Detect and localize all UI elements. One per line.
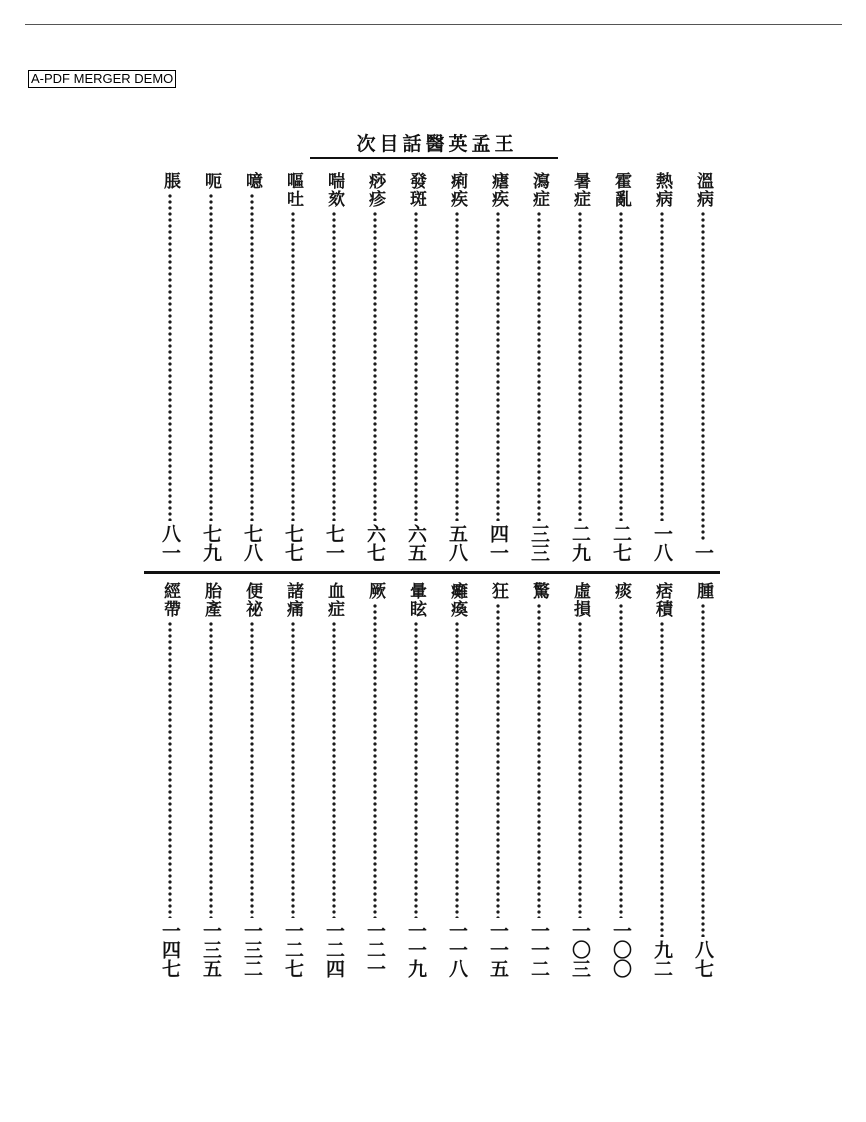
dot-leader (250, 193, 254, 521)
toc-entry[interactable] (194, 582, 228, 978)
title-char: 話 (402, 133, 422, 155)
dot-leader (578, 211, 582, 521)
entry-title: 痢疾 (447, 172, 467, 208)
entry-title: 瀉症 (529, 172, 549, 208)
entry-page-number: 七一 (323, 524, 345, 562)
dot-leader (660, 211, 664, 521)
entry-title: 暈眩 (406, 582, 426, 618)
entry-page-number: 一二四 (323, 921, 345, 978)
entry-title: 噫 (242, 172, 262, 190)
page-title (300, 128, 570, 160)
dot-leader (660, 621, 664, 937)
entry-title: 呃 (201, 172, 221, 190)
title-underline (310, 157, 558, 159)
entry-title: 驚 (529, 582, 549, 600)
toc-entry[interactable] (604, 172, 638, 562)
entry-title: 便祕 (242, 582, 262, 618)
toc-entry[interactable] (645, 582, 679, 978)
entry-page-number: 八一 (159, 524, 181, 562)
toc-entry[interactable] (317, 582, 351, 978)
toc-entry[interactable] (194, 172, 228, 562)
dot-leader (701, 603, 705, 937)
section-divider (144, 571, 720, 574)
dot-leader (455, 211, 459, 521)
dot-leader (619, 211, 623, 521)
dot-leader (414, 621, 418, 918)
toc-entry[interactable] (440, 172, 474, 562)
toc-entry[interactable] (563, 172, 597, 562)
toc-entry[interactable] (440, 582, 474, 978)
entry-page-number: 一三二 (241, 921, 263, 978)
entry-title: 霍亂 (611, 172, 631, 208)
entry-title: 血症 (324, 582, 344, 618)
entry-page-number: 八七 (692, 940, 714, 978)
entry-title: 諸痛 (283, 582, 303, 618)
entry-page-number: 一 (692, 543, 714, 562)
entry-title: 痧疹 (365, 172, 385, 208)
dot-leader (168, 621, 172, 918)
dot-leader (537, 603, 541, 918)
entry-page-number: 一二七 (282, 921, 304, 978)
dot-leader (578, 621, 582, 918)
dot-leader (250, 621, 254, 918)
entry-page-number: 三三 (528, 524, 550, 562)
toc-entry[interactable] (399, 172, 433, 562)
toc-section-upper (146, 172, 720, 562)
toc-entry[interactable] (276, 582, 310, 978)
toc-entry[interactable] (686, 172, 720, 562)
title-char: 次 (356, 133, 376, 155)
dot-leader (496, 603, 500, 918)
entry-page-number: 七七 (282, 524, 304, 562)
dot-leader (373, 211, 377, 521)
toc-entry[interactable] (153, 582, 187, 978)
entry-title: 瘧疾 (488, 172, 508, 208)
toc-entry[interactable] (604, 582, 638, 978)
title-char: 英 (448, 133, 468, 155)
dot-leader (209, 193, 213, 521)
entry-page-number: 一〇〇 (610, 921, 632, 978)
entry-title: 痰 (611, 582, 631, 600)
entry-page-number: 五八 (446, 524, 468, 562)
title-char: 目 (379, 133, 399, 155)
dot-leader (496, 211, 500, 521)
toc-entry[interactable] (235, 172, 269, 562)
entry-page-number: 一一二 (528, 921, 550, 978)
dot-leader (537, 211, 541, 521)
entry-page-number: 二九 (569, 524, 591, 562)
entry-page-number: 七八 (241, 524, 263, 562)
entry-title: 脹 (160, 172, 180, 190)
dot-leader (332, 211, 336, 521)
toc-entry[interactable] (481, 172, 515, 562)
entry-page-number: 一一五 (487, 921, 509, 978)
entry-title: 發斑 (406, 172, 426, 208)
dot-leader (168, 193, 172, 521)
entry-page-number: 一三五 (200, 921, 222, 978)
entry-title: 癱瘓 (447, 582, 467, 618)
title-char: 醫 (425, 133, 445, 155)
toc-entry[interactable] (563, 582, 597, 978)
entry-page-number: 六五 (405, 524, 427, 562)
toc-entry[interactable] (522, 172, 556, 562)
dot-leader (619, 603, 623, 918)
toc-entry[interactable] (522, 582, 556, 978)
entry-title: 厥 (365, 582, 385, 600)
entry-title: 溫病 (693, 172, 713, 208)
entry-title: 痞積 (652, 582, 672, 618)
toc-entry[interactable] (399, 582, 433, 978)
toc-section-lower (146, 582, 720, 978)
dot-leader (209, 621, 213, 918)
entry-title: 暑症 (570, 172, 590, 208)
dot-leader (373, 603, 377, 918)
dot-leader (414, 211, 418, 521)
entry-page-number: 一八 (651, 524, 673, 562)
toc-entry[interactable] (686, 582, 720, 978)
toc-entry[interactable] (358, 582, 392, 978)
entry-title: 胎產 (201, 582, 221, 618)
entry-title: 喘欬 (324, 172, 344, 208)
toc-entry[interactable] (317, 172, 351, 562)
entry-title: 熱病 (652, 172, 672, 208)
entry-page-number: 六七 (364, 524, 386, 562)
dot-leader (701, 211, 705, 540)
entry-title: 狂 (488, 582, 508, 600)
entry-page-number: 一四七 (159, 921, 181, 978)
toc-entry[interactable] (276, 172, 310, 562)
entry-page-number: 九二 (651, 940, 673, 978)
toc-entry[interactable] (358, 172, 392, 562)
entry-page-number: 一二一 (364, 921, 386, 978)
top-rule (25, 24, 842, 25)
title-char: 孟 (471, 133, 491, 155)
entry-title: 經帶 (160, 582, 180, 618)
toc-entry[interactable] (481, 582, 515, 978)
watermark-label: A-PDF MERGER DEMO (28, 70, 176, 88)
toc-entry[interactable] (153, 172, 187, 562)
entry-title: 腫 (693, 582, 713, 600)
entry-page-number: 四一 (487, 524, 509, 562)
dot-leader (455, 621, 459, 918)
dot-leader (332, 621, 336, 918)
entry-title: 嘔吐 (283, 172, 303, 208)
dot-leader (291, 621, 295, 918)
toc-entry[interactable] (645, 172, 679, 562)
entry-page-number: 一一九 (405, 921, 427, 978)
entry-page-number: 二七 (610, 524, 632, 562)
dot-leader (291, 211, 295, 521)
title-char: 王 (494, 133, 514, 155)
entry-page-number: 一一八 (446, 921, 468, 978)
entry-title: 虛損 (570, 582, 590, 618)
toc-entry[interactable] (235, 582, 269, 978)
entry-page-number: 七九 (200, 524, 222, 562)
entry-page-number: 一〇三 (569, 921, 591, 978)
